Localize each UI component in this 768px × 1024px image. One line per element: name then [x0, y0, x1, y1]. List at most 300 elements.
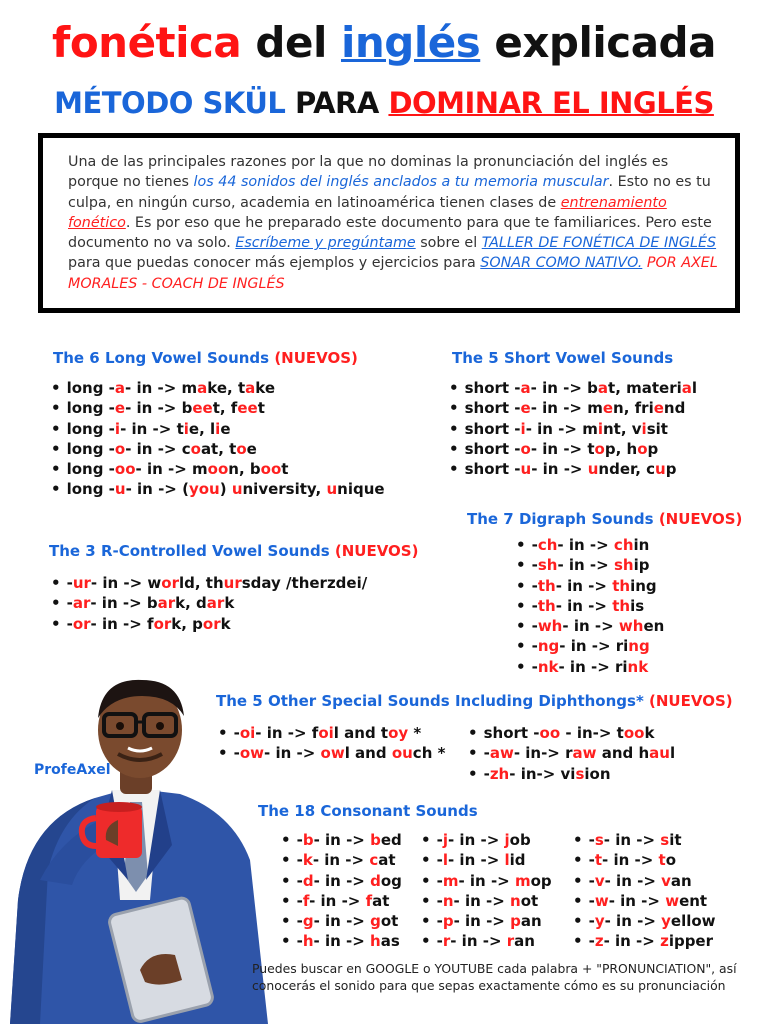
- sound-text: - in ->: [313, 871, 371, 890]
- sound-text: -: [483, 744, 490, 763]
- sound-text: id: [509, 851, 526, 870]
- sound-text: - in-> t: [560, 724, 624, 742]
- sound-highlight: z: [594, 932, 604, 951]
- sound-highlight: o: [594, 439, 605, 458]
- sound-item: [573, 830, 716, 850]
- sound-text: - in ->: [312, 851, 370, 870]
- sound-text: -: [531, 576, 538, 595]
- sound-text: an: [514, 932, 535, 951]
- sound-text: e, l: [188, 419, 216, 438]
- sound-text: short -: [464, 460, 521, 479]
- intro-text-1: Una de las principales razones por la que no dominas la pronunciación del inglés es porque no tienes: [68, 154, 669, 191]
- sound-highlight: ee: [192, 399, 213, 418]
- sound-item: [516, 616, 664, 636]
- sound-text: l and: [344, 744, 392, 763]
- sound-highlight: r: [506, 932, 515, 951]
- intro-link-entrenamiento[interactable]: entrenamiento fonético: [68, 194, 667, 231]
- title-word-2: del: [255, 18, 327, 67]
- sound-text: -: [233, 744, 240, 763]
- sound-text: - in -> ri: [559, 637, 629, 656]
- sound-highlight: aw: [572, 744, 597, 763]
- sound-text: l and t: [333, 724, 389, 742]
- sound-text: - in ->: [447, 851, 505, 870]
- sound-highlight: g: [370, 912, 381, 931]
- sound-text: -: [588, 851, 595, 870]
- sound-text: -: [296, 851, 303, 870]
- sound-item: [449, 378, 697, 398]
- sound-text: as: [380, 932, 400, 951]
- subtitle-part-1: MÉTODO SKÜL: [54, 86, 286, 120]
- page-title: [0, 18, 768, 67]
- sound-highlight: s: [594, 831, 604, 849]
- sound-text: p, h: [604, 439, 638, 458]
- sound-highlight: a: [197, 379, 208, 397]
- sound-highlight: o: [114, 439, 126, 458]
- sound-highlight: ow: [239, 744, 264, 763]
- sound-item: [51, 459, 385, 479]
- sound-text: - in ->: [604, 871, 662, 890]
- sound-highlight: ar: [206, 594, 225, 613]
- sound-highlight: oo: [623, 724, 645, 742]
- consonant-title: The 18 Consonant Sounds: [258, 802, 478, 820]
- sound-highlight: d: [370, 871, 381, 890]
- sound-highlight: aw: [489, 744, 514, 763]
- sound-item: [281, 850, 402, 870]
- sound-highlight: i: [114, 419, 121, 438]
- sound-text: ot: [520, 891, 539, 910]
- sound-item: [573, 891, 716, 911]
- sound-highlight: b: [302, 831, 314, 849]
- sound-text: - in ->: [453, 891, 511, 910]
- sound-text: -: [66, 614, 73, 633]
- consonant-list-col2: [421, 830, 552, 952]
- sound-text: nt, v: [602, 419, 642, 438]
- sound-text: -: [588, 871, 595, 890]
- sound-highlight: oo: [260, 460, 282, 479]
- sound-text: - in ->: [450, 932, 507, 951]
- sound-item: [51, 419, 385, 439]
- intro-text-4: sobre el: [415, 235, 482, 252]
- sound-highlight: ch: [613, 536, 634, 554]
- sound-text: - in ->: [602, 851, 659, 870]
- sound-text: -: [483, 764, 490, 783]
- sound-text: ke, t: [207, 379, 246, 397]
- title-word-1: fonética: [52, 18, 242, 67]
- sound-item: [468, 764, 675, 784]
- intro-link-taller[interactable]: TALLER DE FONÉTICA DE INGLÉS: [481, 235, 717, 252]
- sound-highlight: nk: [627, 657, 649, 676]
- sound-highlight: o: [637, 439, 648, 458]
- sound-text: - in ->: [458, 871, 515, 890]
- sound-text: ellow: [670, 912, 716, 931]
- sound-item: [421, 830, 552, 850]
- sound-highlight: w: [594, 891, 609, 910]
- sound-text: l: [669, 744, 676, 763]
- sound-item: [421, 850, 552, 870]
- intro-link-sonar[interactable]: SONAR COMO NATIVO.: [480, 255, 643, 272]
- sound-highlight: or: [161, 574, 179, 592]
- sound-highlight: u: [655, 460, 666, 479]
- sound-highlight: r: [442, 932, 451, 951]
- sound-highlight: or: [153, 614, 172, 633]
- sound-item: [51, 573, 367, 593]
- r-controlled-tag: (NUEVOS): [334, 542, 419, 560]
- sound-text: - in ->: [447, 831, 505, 849]
- sound-item: [281, 891, 402, 911]
- sound-text: -: [531, 556, 538, 575]
- sound-text: - in -> (: [125, 480, 189, 499]
- sound-text: -: [66, 594, 73, 613]
- sound-highlight: sh: [613, 556, 634, 575]
- sound-highlight: g: [302, 912, 314, 931]
- sound-highlight: sh: [537, 556, 558, 575]
- sound-highlight: b: [370, 831, 381, 849]
- sound-item: [51, 614, 367, 634]
- sound-item: [281, 931, 402, 951]
- sound-highlight: n: [442, 891, 454, 910]
- sound-text: - in -> f: [255, 724, 319, 742]
- sound-text: - in ->: [313, 912, 371, 931]
- sound-highlight: h: [302, 932, 314, 951]
- sound-text: - in-> vi: [509, 764, 576, 783]
- sound-item: [516, 636, 664, 656]
- sound-item: [573, 911, 716, 931]
- sound-text: o: [665, 851, 676, 870]
- sound-text: - in ->: [555, 596, 613, 615]
- sound-text: -: [436, 891, 443, 910]
- sound-text: -: [233, 724, 240, 742]
- sound-text: long -: [66, 419, 115, 438]
- sound-highlight: ur: [72, 574, 91, 592]
- sound-text: -: [531, 657, 538, 676]
- sound-item: [51, 439, 385, 459]
- sound-text: - in ->: [603, 932, 661, 951]
- sound-text: long -: [66, 399, 115, 418]
- sound-highlight: or: [202, 614, 221, 633]
- sound-highlight: th: [537, 596, 556, 615]
- sound-highlight: y: [661, 912, 671, 931]
- sound-highlight: o: [520, 439, 531, 458]
- sound-item: [421, 931, 552, 951]
- sound-text: - in ->: [604, 912, 662, 931]
- sound-text: - in -> b: [125, 399, 193, 418]
- sound-highlight: oi: [318, 724, 334, 742]
- sound-text: an: [520, 912, 542, 931]
- sound-item: [421, 871, 552, 891]
- special-sounds-heading: [216, 692, 733, 710]
- sound-highlight: ch: [537, 536, 558, 554]
- special-sounds-title: The 5 Other Special Sounds Including Diphthongs*: [216, 692, 650, 710]
- sound-text: og: [380, 871, 402, 890]
- sound-highlight: a: [245, 379, 256, 397]
- sound-highlight: u: [114, 480, 126, 499]
- sound-highlight: d: [302, 871, 314, 890]
- sound-text: n, fri: [613, 399, 654, 418]
- sound-text: nique: [337, 480, 385, 499]
- sound-text: ion: [584, 764, 611, 783]
- sound-text: n, b: [228, 460, 261, 479]
- sound-item: [516, 596, 664, 616]
- intro-author: POR AXEL MORALES - COACH DE INGLÉS: [68, 255, 718, 292]
- sound-item: [281, 830, 402, 850]
- sound-item: [449, 419, 697, 439]
- sound-text: k: [220, 614, 231, 633]
- sound-highlight: i: [215, 419, 221, 438]
- sound-item: [468, 743, 675, 763]
- sound-highlight: w: [665, 891, 680, 910]
- sound-text: short -: [464, 399, 521, 418]
- r-controlled-heading: [49, 542, 418, 560]
- sound-highlight: o: [190, 439, 201, 458]
- sound-item: [51, 479, 385, 499]
- sound-highlight: f: [302, 891, 310, 910]
- short-vowels-list: [449, 378, 697, 479]
- long-vowels-tag: (NUEVOS): [274, 349, 358, 367]
- sound-text: - in -> b: [90, 594, 158, 613]
- sound-item: [573, 850, 716, 870]
- sound-highlight: v: [594, 871, 605, 890]
- sound-text: -: [436, 871, 443, 890]
- page-subtitle: [0, 86, 768, 120]
- sound-text: short -: [464, 439, 521, 458]
- sound-highlight: ur: [223, 574, 242, 592]
- sound-text: ): [219, 480, 232, 499]
- sound-text: short -: [464, 419, 521, 438]
- sound-highlight: ee: [237, 399, 258, 418]
- sound-text: - in ->: [453, 912, 511, 931]
- sound-text: it: [669, 831, 682, 849]
- sound-text: - in -> m: [135, 460, 208, 479]
- sound-highlight: oi: [239, 724, 256, 742]
- sound-text: long -: [66, 379, 115, 397]
- sound-highlight: i: [641, 419, 647, 438]
- subtitle-part-3: DOMINAR EL INGLÉS: [388, 86, 714, 120]
- long-vowels-list: [51, 378, 385, 500]
- sound-text: - in -> b: [530, 379, 598, 397]
- sound-text: ld, th: [178, 574, 224, 592]
- sound-highlight: t: [594, 851, 602, 870]
- character-label: ProfeAxel: [34, 762, 111, 778]
- sound-highlight: oo: [207, 460, 229, 479]
- sound-text: *: [408, 724, 422, 742]
- r-controlled-title: The 3 R-Controlled Vowel Sounds: [49, 542, 335, 560]
- title-word-4: explicada: [494, 18, 716, 67]
- sound-highlight: p: [510, 912, 521, 931]
- sound-text: k, p: [171, 614, 203, 633]
- sound-text: -: [531, 536, 538, 554]
- sound-text: -: [296, 912, 303, 931]
- sound-highlight: th: [612, 576, 631, 595]
- intro-link-escribeme[interactable]: Escríbeme y pregúntame: [235, 235, 416, 252]
- sound-item: [516, 555, 664, 575]
- subtitle-part-2: PARA: [295, 86, 379, 120]
- sound-text: -: [531, 596, 538, 615]
- sound-item: [516, 535, 664, 555]
- sound-text: -: [66, 574, 73, 592]
- sound-highlight: m: [442, 871, 459, 890]
- sound-text: and h: [596, 744, 650, 763]
- sound-text: - in-> r: [513, 744, 573, 763]
- sound-highlight: v: [661, 871, 671, 890]
- sound-text: e: [220, 419, 231, 438]
- sound-text: -: [588, 831, 595, 849]
- sound-highlight: a: [681, 379, 692, 397]
- sound-highlight: c: [369, 851, 379, 870]
- sound-text: short -: [483, 724, 540, 742]
- digraph-title: The 7 Digraph Sounds: [467, 510, 659, 528]
- sound-highlight: a: [597, 379, 609, 397]
- sound-text: - in ->: [562, 617, 619, 636]
- sound-highlight: m: [514, 871, 531, 890]
- sound-text: short -: [464, 379, 521, 397]
- sound-item: [449, 439, 697, 459]
- sound-highlight: ow: [320, 744, 345, 763]
- sound-highlight: s: [575, 764, 585, 783]
- sound-item: [449, 459, 697, 479]
- consonant-list-col1: [281, 830, 402, 952]
- sound-highlight: ar: [157, 594, 176, 613]
- intro-paragraph: [68, 152, 720, 294]
- sound-text: - in -> c: [125, 439, 191, 458]
- sound-item: [516, 657, 664, 677]
- sound-item: [51, 398, 385, 418]
- sound-text: - in ->: [313, 831, 371, 849]
- sound-text: ing: [630, 576, 657, 595]
- sound-item: [421, 891, 552, 911]
- sound-text: - in -> t: [530, 439, 595, 458]
- sound-text: nd: [663, 399, 686, 418]
- sound-text: ke: [255, 379, 276, 397]
- sound-text: e: [246, 439, 257, 458]
- sound-highlight: l: [504, 851, 510, 870]
- sound-highlight: z: [660, 932, 669, 951]
- sound-text: long -: [66, 480, 115, 499]
- sound-text: long -: [66, 439, 115, 458]
- sound-text: ipper: [668, 932, 713, 951]
- sound-text: en: [643, 617, 665, 636]
- sound-highlight: i: [597, 419, 603, 438]
- sound-text: is: [630, 596, 645, 615]
- sound-text: - in ->: [557, 556, 614, 575]
- sound-text: niversity,: [242, 480, 327, 499]
- sound-text: l: [691, 379, 698, 397]
- title-word-3: inglés: [340, 18, 481, 67]
- sound-text: ed: [380, 831, 402, 849]
- sound-item: [573, 871, 716, 891]
- sound-highlight: you: [188, 480, 220, 499]
- consonant-list-col3: [573, 830, 716, 952]
- sound-text: ob: [509, 831, 531, 849]
- short-vowels-title: The 5 Short Vowel Sounds: [452, 349, 674, 367]
- sound-text: in: [633, 536, 650, 554]
- sound-highlight: i: [520, 419, 526, 438]
- sound-text: -: [588, 891, 595, 910]
- sound-highlight: au: [649, 744, 670, 763]
- sound-text: - in -> m: [525, 419, 598, 438]
- sound-text: - in ->: [264, 744, 321, 763]
- sound-highlight: oy: [388, 724, 409, 742]
- sound-highlight: e: [602, 399, 614, 418]
- sound-text: long -: [66, 460, 115, 479]
- sound-highlight: f: [365, 891, 373, 910]
- sound-text: nder, c: [598, 460, 656, 479]
- sound-highlight: u: [520, 460, 532, 479]
- sound-text: - in -> f: [90, 614, 154, 633]
- sound-highlight: u: [231, 480, 243, 499]
- sound-highlight: l: [442, 851, 448, 870]
- sound-highlight: j: [504, 831, 510, 849]
- sound-text: ent: [679, 891, 708, 910]
- sound-highlight: y: [594, 912, 605, 931]
- sound-highlight: zh: [489, 764, 510, 783]
- profe-axel-illustration: [0, 670, 285, 1024]
- sound-text: sday /therzdei/: [241, 574, 368, 592]
- sound-text: -: [296, 932, 303, 951]
- consonant-heading: [258, 802, 478, 820]
- sound-text: k: [224, 594, 235, 613]
- sound-highlight: i: [183, 419, 189, 438]
- sound-text: -: [436, 912, 443, 931]
- sound-highlight: th: [612, 596, 631, 615]
- sound-highlight: ar: [72, 594, 91, 613]
- sound-highlight: p: [442, 912, 454, 931]
- digraph-tag: (NUEVOS): [658, 510, 743, 528]
- sound-text: - in -> m: [530, 399, 603, 418]
- sound-text: - in -> ri: [558, 657, 628, 676]
- short-vowels-heading: [452, 349, 673, 367]
- intro-text-3: . Es por eso que he preparado este documento para que te familiarices. Pero este documento no va solo.: [68, 214, 712, 252]
- sound-text: p: [665, 460, 677, 479]
- sound-text: - in ->: [557, 536, 614, 554]
- sound-text: - in ->: [608, 891, 666, 910]
- sound-item: [281, 911, 402, 931]
- sound-text: - in ->: [555, 576, 613, 595]
- sound-text: at: [372, 891, 390, 910]
- sound-text: -: [296, 891, 303, 910]
- sound-text: -: [296, 871, 303, 890]
- sound-text: -: [531, 637, 538, 656]
- sound-text: ot: [380, 912, 399, 931]
- sound-highlight: e: [653, 399, 664, 418]
- sound-highlight: n: [510, 891, 521, 910]
- sound-highlight: h: [370, 932, 381, 951]
- sound-highlight: oo: [539, 724, 561, 742]
- sound-highlight: nk: [537, 657, 559, 676]
- sound-text: -: [531, 617, 538, 636]
- sound-highlight: a: [520, 379, 531, 397]
- sound-text: ip: [633, 556, 650, 575]
- sound-highlight: ng: [628, 637, 650, 656]
- sound-item: [468, 723, 675, 743]
- sound-text: - in -> w: [90, 574, 162, 592]
- sound-text: t: [281, 460, 289, 479]
- special-sounds-tag: (NUEVOS): [649, 692, 733, 710]
- sound-highlight: s: [660, 831, 670, 849]
- sound-text: t, materi: [608, 379, 682, 397]
- sound-item: [449, 398, 697, 418]
- sound-text: an: [670, 871, 692, 890]
- sound-highlight: o: [236, 439, 247, 458]
- sound-text: -: [296, 831, 303, 849]
- sound-text: sit: [646, 419, 668, 438]
- sound-item: [51, 378, 385, 398]
- sound-text: - in -> t: [120, 419, 184, 438]
- sound-text: t: [257, 399, 265, 418]
- special-sounds-right-list: [468, 723, 675, 784]
- sound-item: [281, 871, 402, 891]
- sound-highlight: ou: [391, 744, 413, 763]
- sound-text: p: [647, 439, 659, 458]
